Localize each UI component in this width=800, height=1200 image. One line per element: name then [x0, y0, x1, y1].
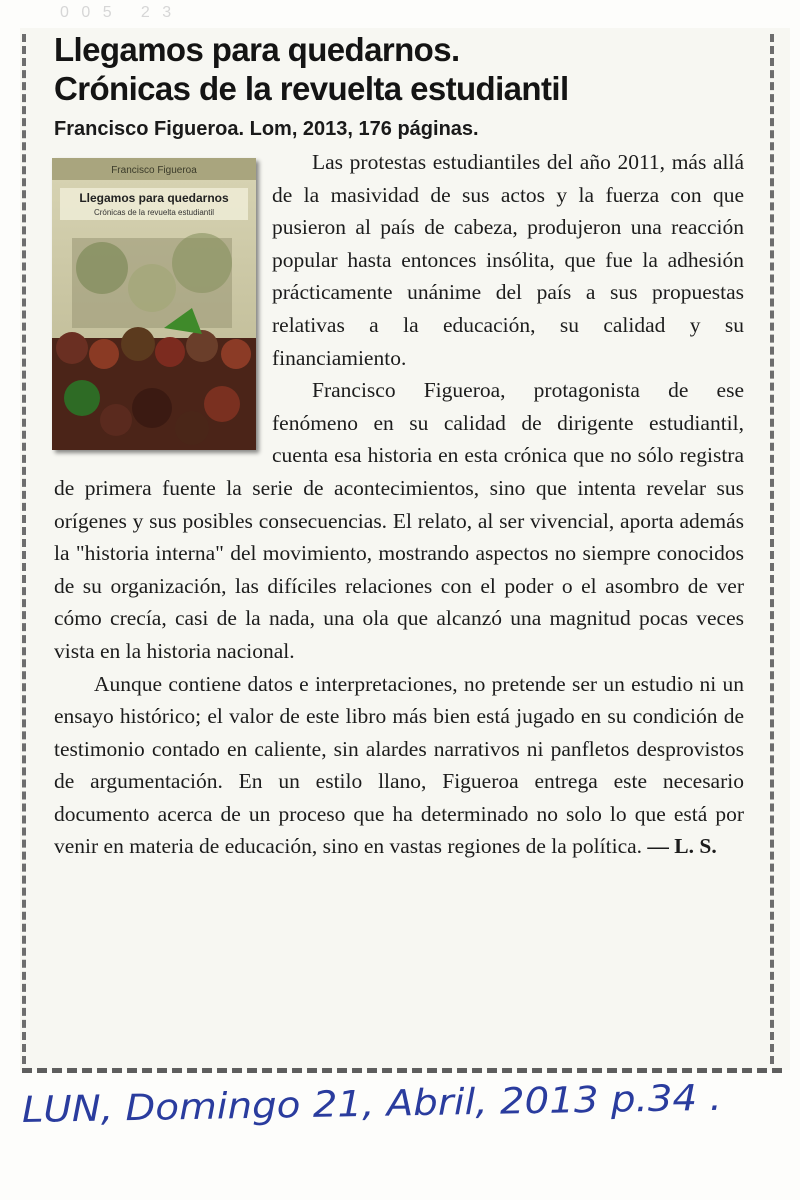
cover-title-line-2: Crónicas de la revuelta estudiantil — [93, 208, 215, 217]
author-signature: — L. S. — [647, 834, 717, 859]
cover-author: Francisco Figueroa — [111, 165, 197, 176]
book-cover-image — [52, 158, 256, 450]
paragraph-3-text: Aunque contiene datos e interpretaciones, no pretende ser un estudio ni un ensayo histórico; el valor de este libro más bien está jugado en su condición de testimonio contado en caliente, sin alardes narrativos ni panfletos desprovistos de argumentación. En un estilo llano, Figueroa entrega este necesario documento acerca de un proceso que ha determinado no solo lo que está por venir en materia de educación, sino en vastas regiones de la política. — [54, 671, 744, 859]
right-column-rule — [770, 34, 774, 1064]
faint-bleed-text: 0 0 5 2 3 — [60, 4, 176, 21]
bottom-rule — [22, 1068, 782, 1073]
paragraph-1: Las protestas estudiantiles del año 2011, más allá de la masividad de sus actos y la fuerza con que pusieron al país de cabeza, produjeron una reacción popular hasta entonces insólita, que fue la adhesión prácticamente unánime del país a sus propuestas relativas a la educación, su calidad y su financiamiento. — [272, 150, 744, 370]
article-title — [54, 30, 754, 108]
paragraph-2: Francisco Figueroa, protagonista de ese fenómeno en su calidad de dirigente estudiantil, cuenta esa historia en esta crónica que no sólo registra de primera fuente la serie de acontecimientos, sino que intenta revelar sus orígenes y sus posibles consecuencias. El relato, al ser vivencial, aporta además la "historia interna" del movimiento, mostrando aspectos no siempre conocidos de su organización, las difíciles relaciones con el poder o el asombro de ver cómo crecía, casi de la nada, una ola que alcanzó una magnitud pocas veces vista en la historia nacional. — [54, 378, 744, 663]
article-title-line-2: Crónicas de la revuelta estudiantil — [54, 70, 569, 107]
article-title-line-1: Llegamos para quedarnos. — [54, 31, 460, 68]
cover-title-line-1: Llegamos para quedarnos — [79, 191, 229, 205]
book-metadata: Francisco Figueroa. Lom, 2013, 176 páginas. — [54, 118, 479, 140]
handwritten-annotation — [20, 1078, 760, 1148]
paragraph-3 — [54, 668, 744, 864]
handwritten-date-page: LUN, Domingo 21, Abril, 2013 p.34 . — [21, 1078, 673, 1131]
left-column-rule — [22, 34, 26, 1064]
